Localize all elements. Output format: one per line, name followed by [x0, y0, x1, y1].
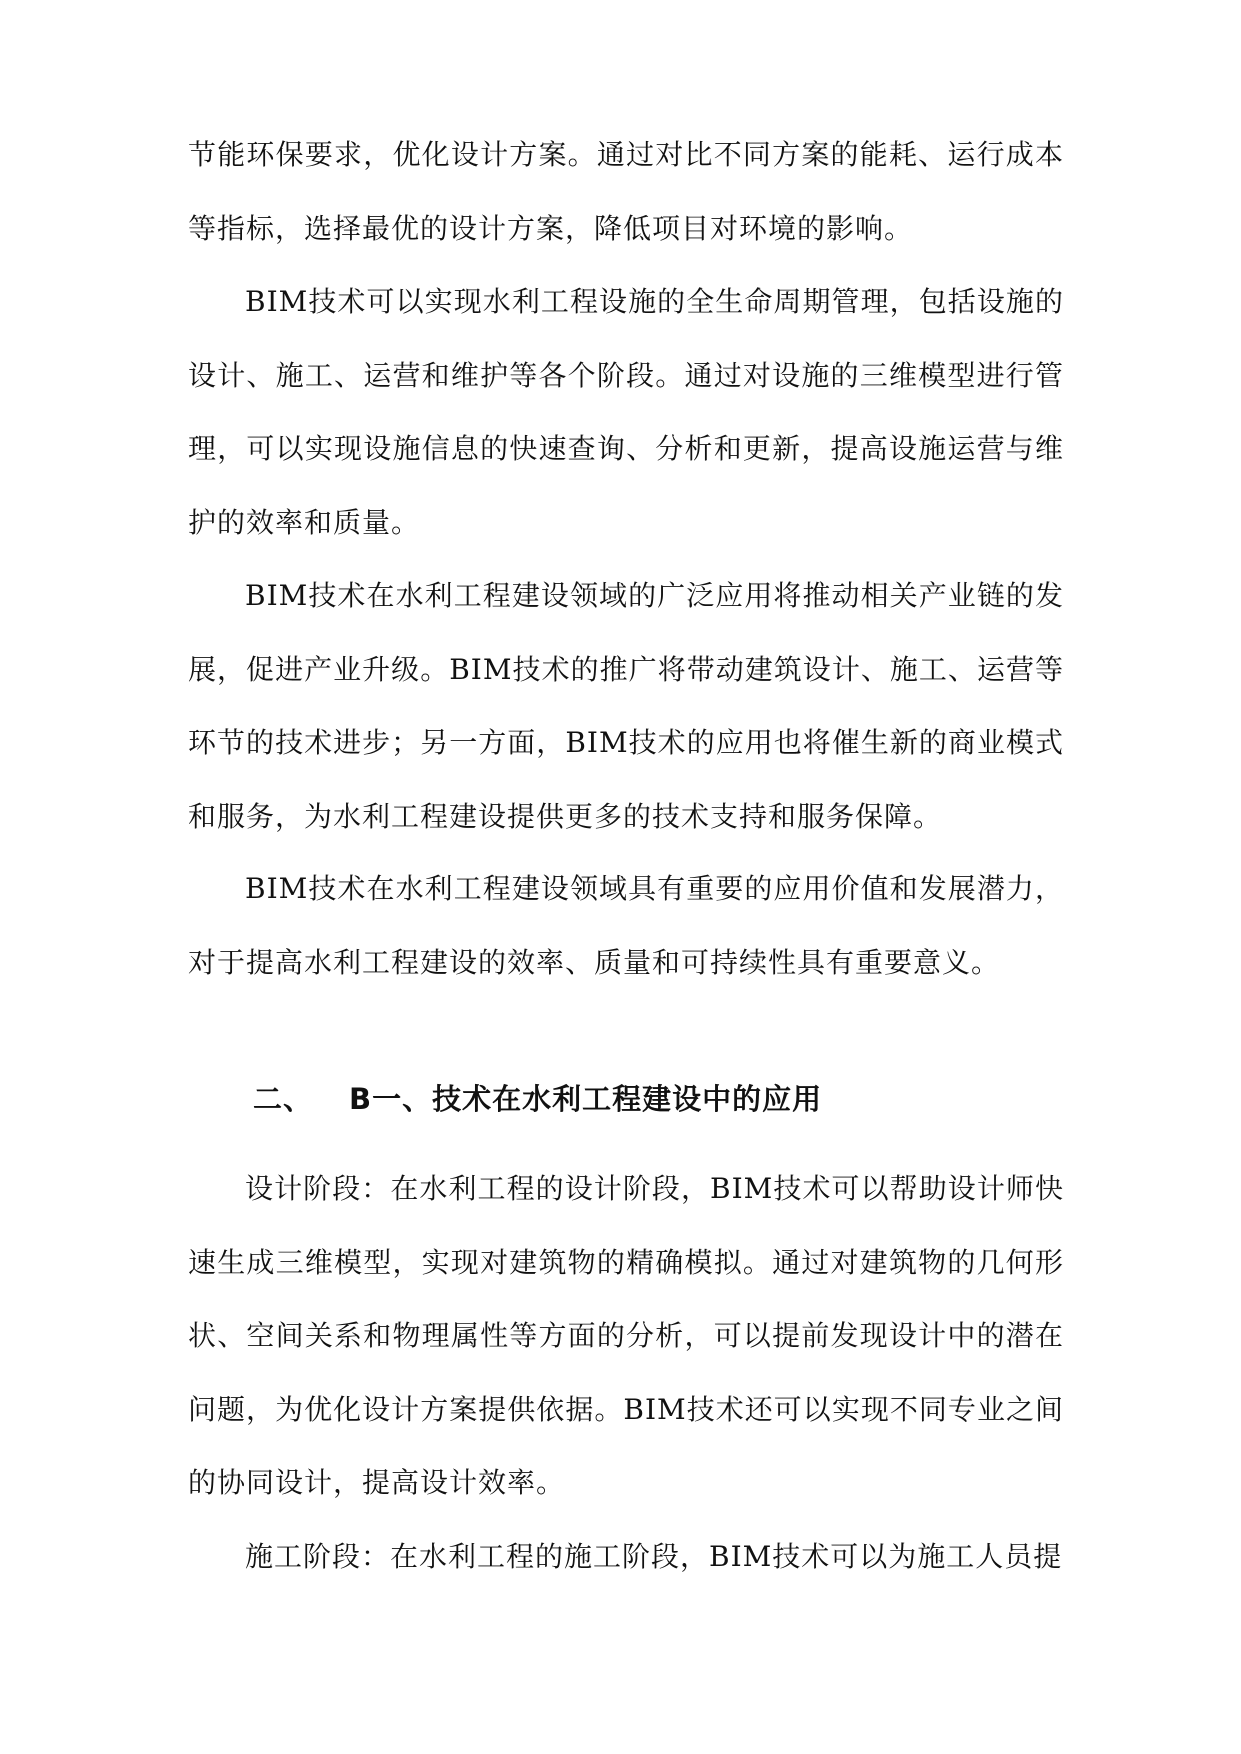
paragraph-industry-chain: BIM技术在水利工程建设领域的广泛应用将推动相关产业链的发展，促进产业升级。BIM技术的推广将带动建筑设计、施工、运营等环节的技术进步；另一方面，BIM技术的应用也将催生新的商业模式和服务，为水利工程建设提供更多的技术支持和服务保障。: [188, 579, 1064, 833]
paragraph-energy-saving: 节能环保要求，优化设计方案。通过对比不同方案的能耗、运行成本等指标，选择最优的设计方案，降低项目对环境的影响。: [188, 138, 1064, 245]
paragraph-design-stage: 设计阶段：在水利工程的设计阶段，BIM技术可以帮助设计师快速生成三维模型，实现对建筑物的精确模拟。通过对建筑物的几何形状、空间关系和物理属性等方面的分析，可以提前发现设计中的潜在问题，为优化设计方案提供依据。BIM技术还可以实现不同专业之间的协同设计，提高设计效率。: [188, 1172, 1064, 1500]
section-heading: [253, 1079, 822, 1119]
section-heading-title: B一、技术在水利工程建设中的应用: [349, 1082, 823, 1116]
paragraph-lifecycle-management: BIM技术可以实现水利工程设施的全生命周期管理，包括设施的设计、施工、运营和维护等各个阶段。通过对设施的三维模型进行管理，可以实现设施信息的快速查询、分析和更新，提高设施运营与维护的效率和质量。: [188, 285, 1064, 539]
section-heading-number: 二、: [253, 1082, 314, 1116]
paragraph-value-potential: BIM技术在水利工程建设领域具有重要的应用价值和发展潜力，对于提高水利工程建设的效率、质量和可持续性具有重要意义。: [188, 872, 1064, 979]
paragraph-construction-stage: 施工阶段：在水利工程的施工阶段，BIM技术可以为施工人员提: [245, 1540, 1063, 1573]
